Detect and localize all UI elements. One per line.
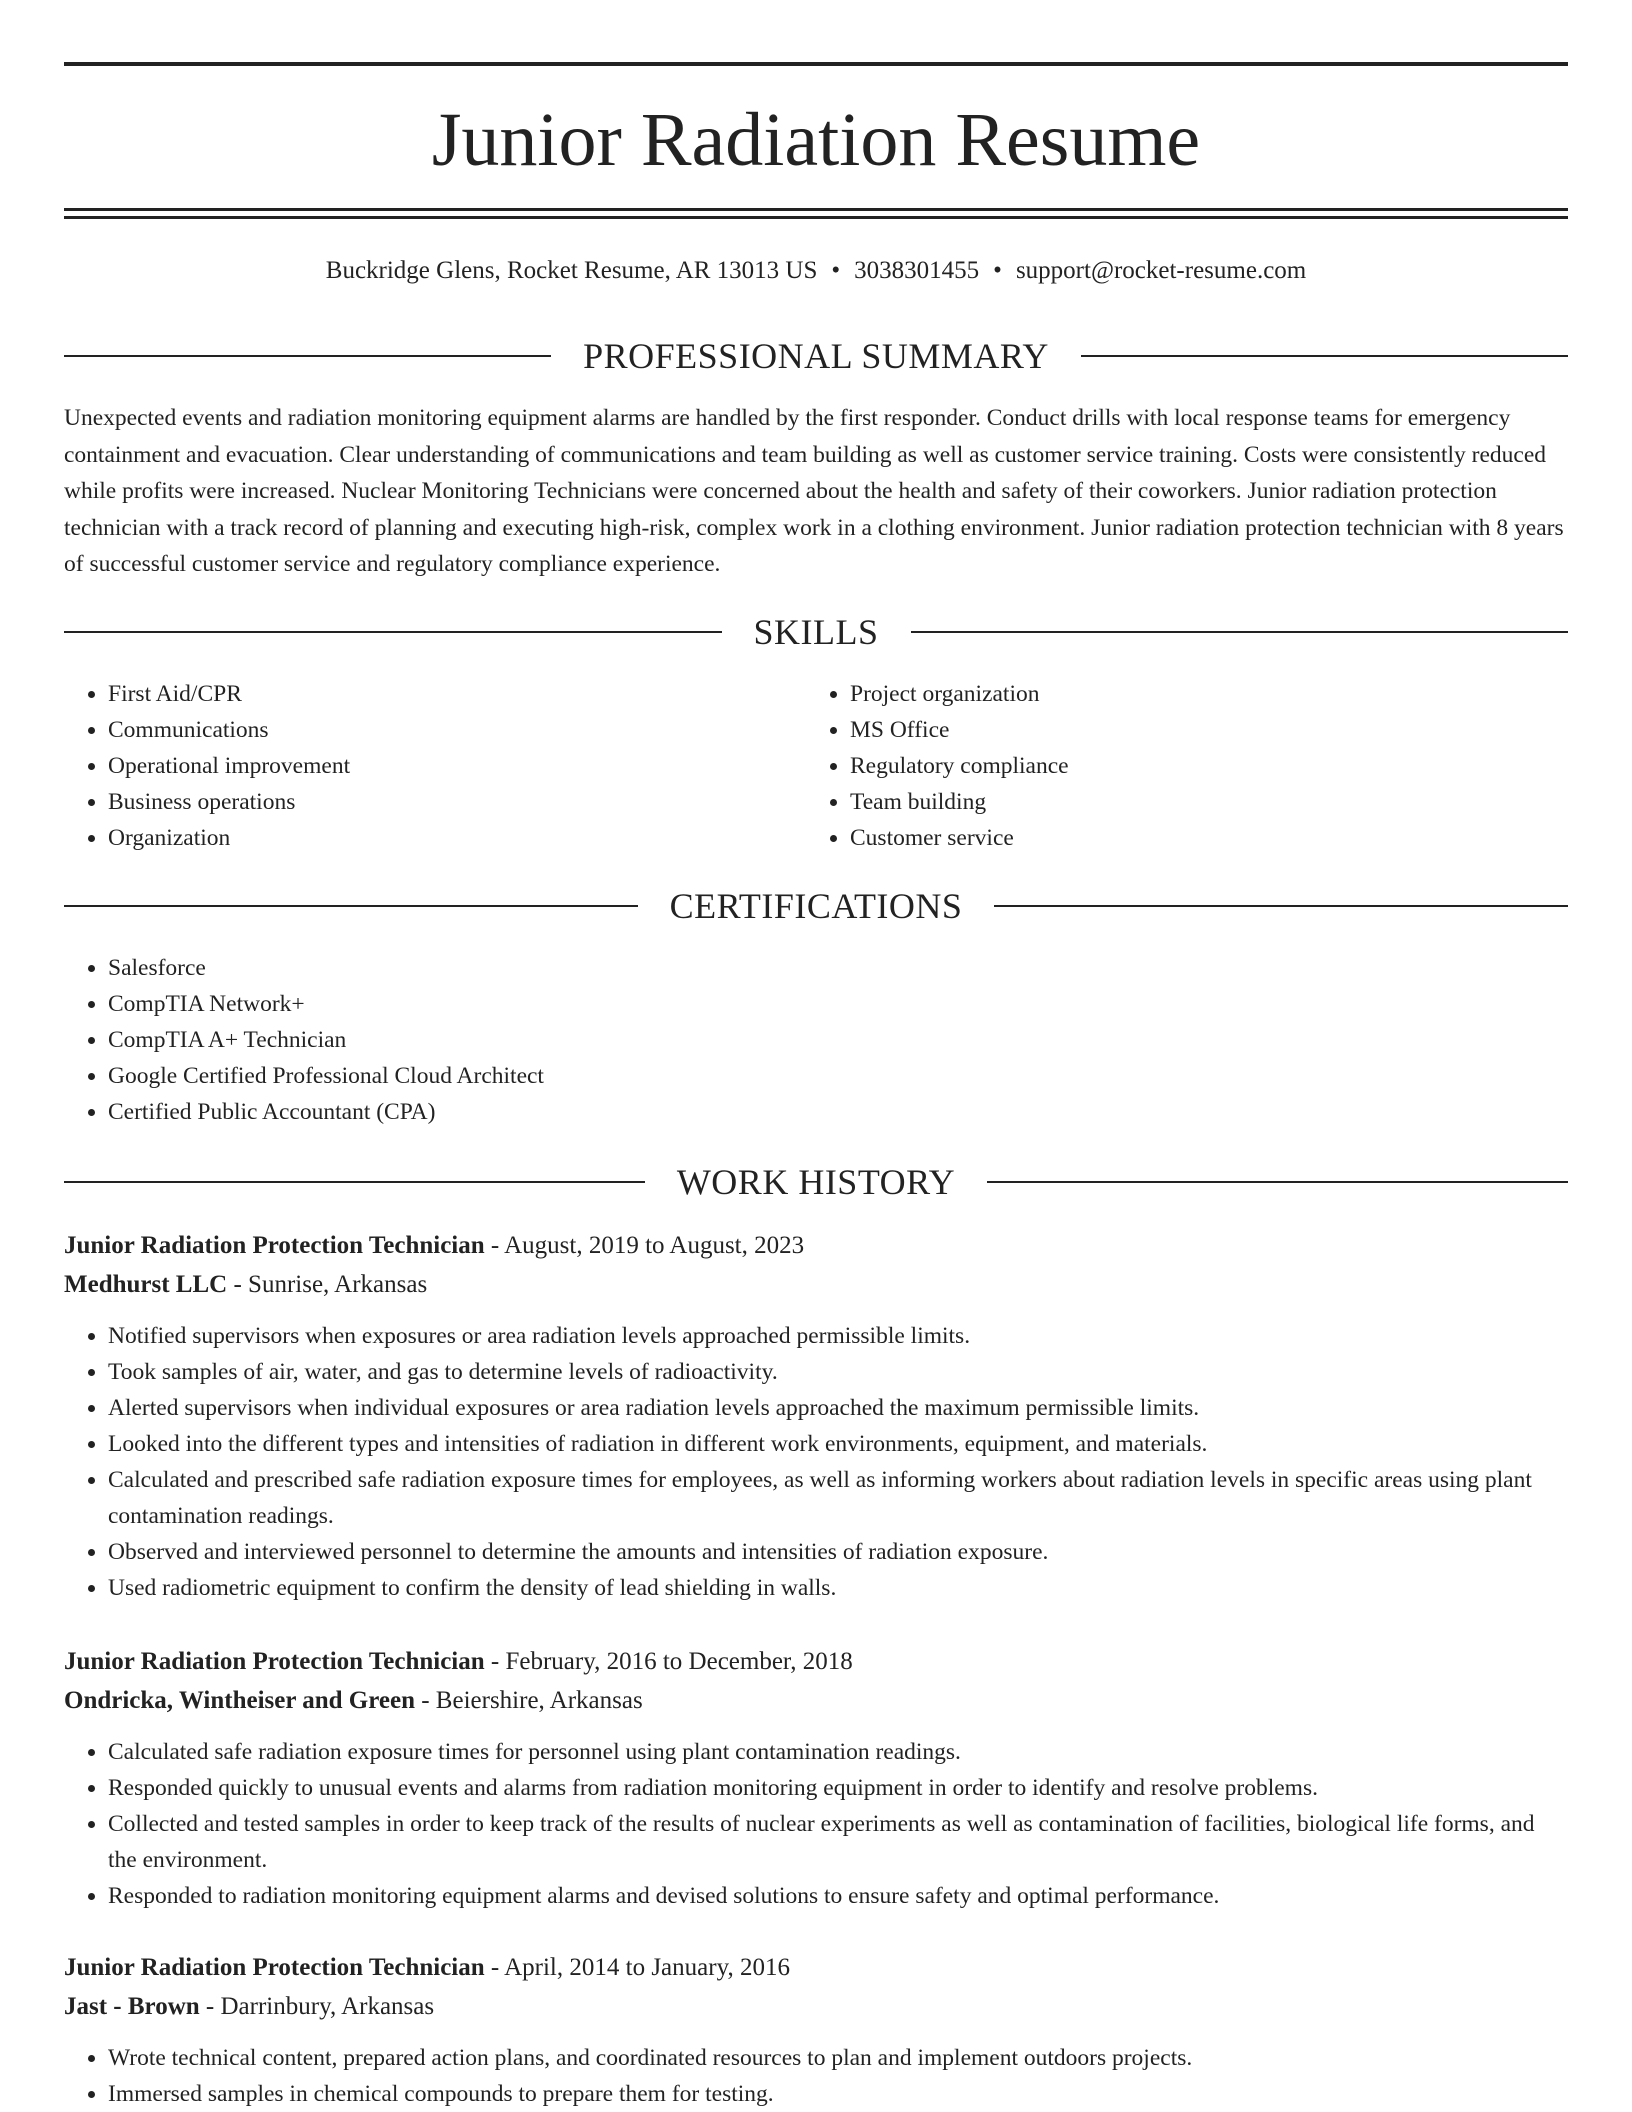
- certifications-list-container: [64, 950, 1064, 1130]
- skill-item: • Communications: [108, 712, 764, 748]
- job-dates: - April, 2014 to January, 2016: [484, 1954, 790, 1981]
- skills-left-column: [64, 676, 764, 856]
- job-dates: - February, 2016 to December, 2018: [484, 1648, 853, 1675]
- skill-item: • Team building: [850, 784, 1506, 820]
- job-bullet: • Observed and interviewed personnel to determine the amounts and intensities of radiation exposure.: [108, 1534, 1568, 1570]
- job-location: - Darrinbury, Arkansas: [199, 1993, 435, 2020]
- job-company: Ondricka, Wintheiser and Green: [64, 1687, 415, 1714]
- resume-title: Junior Radiation Resume: [431, 98, 1201, 182]
- skill-item: • Project organization: [850, 676, 1506, 712]
- skill-item: • Customer service: [850, 820, 1506, 856]
- job-bullet: • Alerted supervisors when individual exposures or area radiation levels approached the maximum permissible limits.: [108, 1390, 1568, 1426]
- job-title-line: [64, 1226, 1568, 1265]
- skill-item: • Business operations: [108, 784, 764, 820]
- top-rule: [64, 62, 1568, 66]
- job-bullet: • Collected and tested samples in order to keep track of the results of nuclear experiments as well as contamination of facilities, biological life forms, and the environment.: [108, 1806, 1568, 1878]
- skill-item: • MS Office: [850, 712, 1506, 748]
- job-bullet: • Responded to radiation monitoring equipment alarms and devised solutions to ensure safety and optimal performance.: [108, 1878, 1568, 1914]
- job-dates: - August, 2019 to August, 2023: [484, 1232, 805, 1259]
- divider-line: [64, 631, 722, 633]
- divider-line: [911, 631, 1569, 633]
- divider-line: [1081, 355, 1568, 357]
- job-bullet: • Took samples of air, water, and gas to determine levels of radioactivity.: [108, 1354, 1568, 1390]
- job-entry: [64, 1226, 1568, 1606]
- summary-section-header: [64, 336, 1568, 376]
- divider-line: [987, 1181, 1568, 1183]
- job-bullet: • Wrote technical content, prepared action plans, and coordinated resources to plan and implement outdoors projects.: [108, 2040, 1568, 2076]
- certification-item: • Salesforce: [108, 950, 1064, 986]
- contact-phone: 3038301455: [854, 257, 980, 284]
- job-title-line: [64, 1948, 1568, 1987]
- job-bullet: • Calculated safe radiation exposure times for personnel using plant contamination readings.: [108, 1734, 1568, 1770]
- job-location: - Beiershire, Arkansas: [414, 1687, 643, 1714]
- certifications-list: [64, 950, 1064, 1130]
- divider-line: [994, 905, 1568, 907]
- summary-heading: PROFESSIONAL SUMMARY: [583, 336, 1049, 376]
- job-company-line: [64, 1265, 1568, 1304]
- skills-right-column: [806, 676, 1506, 856]
- divider-line: [64, 905, 638, 907]
- job-company-line: [64, 1987, 1568, 2026]
- skill-item: • Operational improvement: [108, 748, 764, 784]
- divider-line: [64, 1181, 645, 1183]
- job-title: Junior Radiation Protection Technician: [64, 1648, 485, 1675]
- contact-address: Buckridge Glens, Rocket Resume, AR 13013 US: [325, 257, 818, 284]
- job-company: Jast - Brown: [64, 1993, 200, 2020]
- job-bullet: • Notified supervisors when exposures or area radiation levels approached permissible limits.: [108, 1318, 1568, 1354]
- job-bullets: [64, 2040, 1568, 2112]
- certifications-section-header: [64, 886, 1568, 926]
- contact-separator: •: [831, 257, 841, 284]
- job-title: Junior Radiation Protection Technician: [64, 1954, 485, 1981]
- job-bullet: • Calculated and prescribed safe radiation exposure times for employees, as well as informing workers about radiation levels in specific areas using plant contamination readings.: [108, 1462, 1568, 1534]
- skills-right-list: [806, 676, 1506, 856]
- certification-item: • Certified Public Accountant (CPA): [108, 1094, 1064, 1130]
- certifications-heading: CERTIFICATIONS: [669, 886, 963, 926]
- job-bullet: • Used radiometric equipment to confirm the density of lead shielding in walls.: [108, 1570, 1568, 1606]
- skill-item: • Organization: [108, 820, 764, 856]
- job-bullet: • Immersed samples in chemical compounds to prepare them for testing.: [108, 2076, 1568, 2112]
- job-company-line: [64, 1681, 1568, 1720]
- contact-separator: •: [993, 257, 1002, 284]
- job-title-line: [64, 1642, 1568, 1681]
- job-title: Junior Radiation Protection Technician: [64, 1232, 485, 1259]
- skills-left-list: [64, 676, 764, 856]
- skill-item: • Regulatory compliance: [850, 748, 1506, 784]
- skill-item: • First Aid/CPR: [108, 676, 764, 712]
- job-bullet: • Responded quickly to unusual events and alarms from radiation monitoring equipment in order to identify and resolve problems.: [108, 1770, 1568, 1806]
- certification-item: • Google Certified Professional Cloud Architect: [108, 1058, 1064, 1094]
- job-entry: [64, 1948, 1568, 2112]
- job-company: Medhurst LLC: [64, 1271, 228, 1298]
- job-bullets: [64, 1734, 1568, 1914]
- contact-email: support@rocket-resume.com: [1015, 257, 1307, 284]
- summary-text: Unexpected events and radiation monitoring equipment alarms are handled by the first responder. Conduct drills with local response teams for emergency containment and evacuation. Clear understanding of communications and team building as well as customer service training. Costs were consistently reduced while profits were increased. Nuclear Monitoring Technicians were concerned about the health and safety of their coworkers. Junior radiation protection technician with a track record of planning and executing high-risk, complex work in a clothing environment. Junior radiation protection technician with 8 years of successful customer service and regulatory compliance experience.: [64, 405, 1564, 577]
- certification-item: • CompTIA Network+: [108, 986, 1064, 1022]
- skills-heading: SKILLS: [753, 612, 879, 652]
- divider-line: [64, 355, 551, 357]
- job-bullet: • Looked into the different types and intensities of radiation in different work environments, equipment, and materials.: [108, 1426, 1568, 1462]
- work-history-section-header: [64, 1162, 1568, 1202]
- job-entry: [64, 1642, 1568, 1914]
- title-double-rule: [64, 208, 1568, 219]
- work-history-heading: WORK HISTORY: [676, 1162, 956, 1202]
- certification-item: • CompTIA A+ Technician: [108, 1022, 1064, 1058]
- job-bullets: [64, 1318, 1568, 1606]
- job-location: - Sunrise, Arkansas: [227, 1271, 428, 1298]
- skills-section-header: [64, 612, 1568, 652]
- contact-line: [64, 254, 1568, 288]
